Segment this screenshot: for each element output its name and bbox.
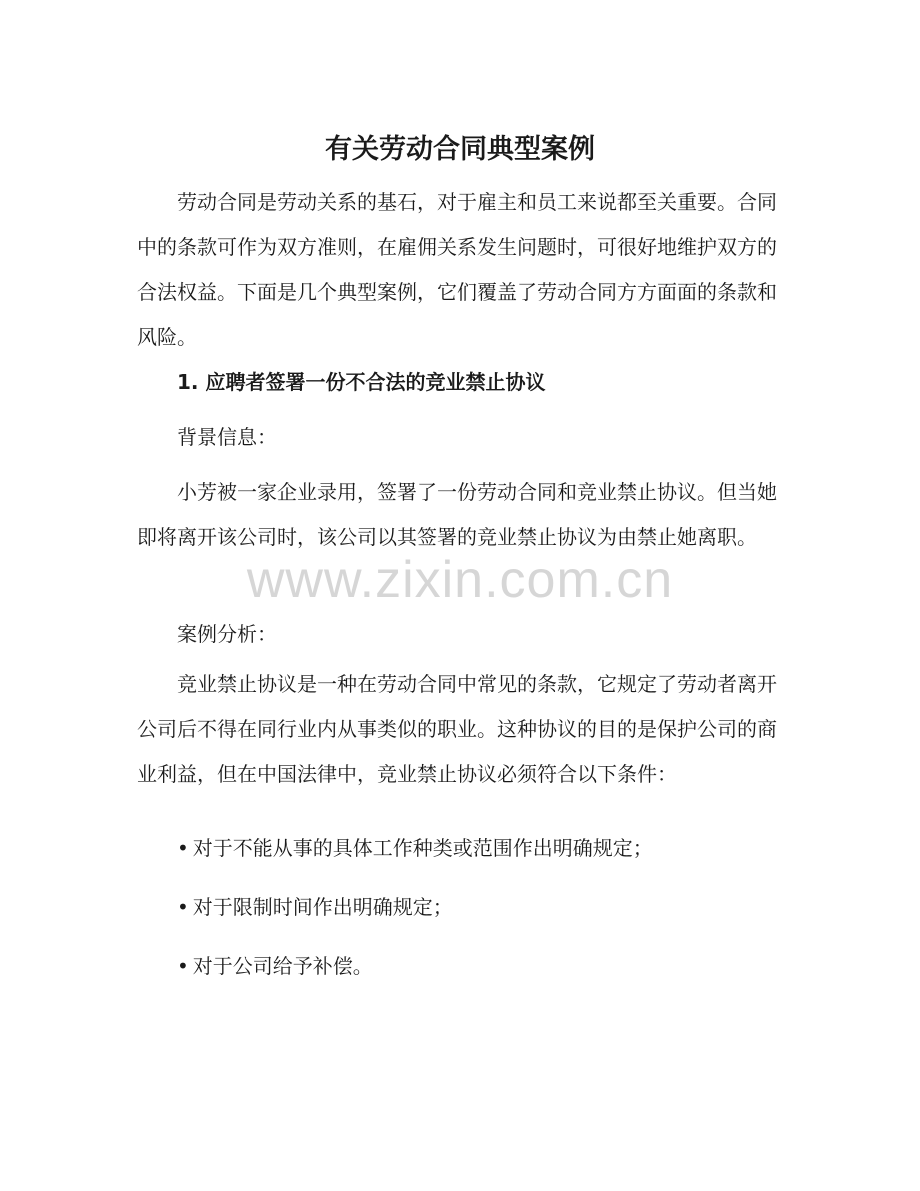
section-1-heading: 1. 应聘者签署一份不合法的竞业禁止协议	[177, 370, 546, 394]
intro-paragraph: 劳动合同是劳动关系的基石，对于雇主和员工来说都至关重要。合同中的条款可作为双方准则，在雇佣关系发生问题时，可很好地维护双方的合法权益。下面是几个典型案例，它们覆盖了劳动合同方方面面的条款和风险。	[137, 190, 777, 349]
conditions-list	[177, 826, 653, 1003]
analysis-paragraph: 竞业禁止协议是一种在劳动合同中常见的条款，它规定了劳动者离开公司后不得在同行业内从事类似的职业。这种协议的目的是保护公司的商业利益，但在中国法律中，竞业禁止协议必须符合以下条件：	[137, 672, 777, 786]
bullet-icon: •	[177, 954, 189, 978]
bullet-icon: •	[177, 895, 189, 919]
bullet-icon: •	[177, 836, 189, 860]
list-item	[177, 826, 653, 871]
watermark: www.zixin.com.cn	[246, 551, 674, 609]
analysis-label: 案例分析：	[177, 622, 277, 646]
list-item-text: 对于公司给予补偿。	[192, 954, 373, 978]
background-label: 背景信息：	[177, 425, 277, 449]
list-item	[177, 885, 653, 930]
document-title: 有关劳动合同典型案例	[325, 134, 595, 165]
list-item-text: 对于限制时间作出明确规定；	[192, 895, 453, 919]
background-paragraph: 小芳被一家企业录用，签署了一份劳动合同和竞业禁止协议。但当她即将离开该公司时，该公司以其签署的竞业禁止协议为由禁止她离职。	[137, 480, 777, 549]
list-item-text: 对于不能从事的具体工作种类或范围作出明确规定；	[192, 836, 653, 860]
list-item	[177, 944, 653, 989]
